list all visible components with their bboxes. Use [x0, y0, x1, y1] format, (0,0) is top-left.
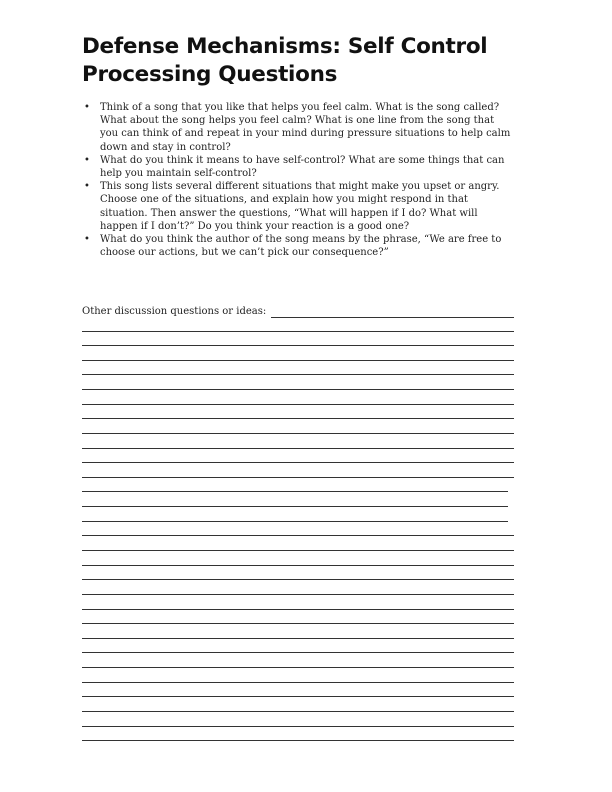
writing-line[interactable] — [82, 491, 508, 492]
question-text: What do you think the author of the song means by the phrase, “We are free to choose our actions, but we can’t pick our consequence?” — [100, 234, 502, 259]
writing-line[interactable] — [82, 477, 514, 478]
writing-line[interactable] — [82, 521, 508, 522]
question-text: What do you think it means to have self-control? What are some things that can help you maintain self-control? — [100, 154, 505, 180]
writing-line[interactable] — [82, 696, 514, 697]
writing-line[interactable] — [82, 360, 514, 361]
writing-line[interactable] — [82, 667, 514, 668]
question-text: This song lists several different situations that might make you upset or angry. Choose one of the situations, and explain how you might respond in that situation. Then answer the questions, “What will happen if I do? What will happen if I don’t?” Do you think your reaction is a good one? — [100, 181, 500, 232]
bullet-icon: • — [84, 102, 90, 113]
writing-line[interactable] — [82, 331, 514, 332]
writing-line[interactable] — [82, 535, 514, 536]
writing-line[interactable] — [82, 374, 514, 375]
bullet-icon: • — [84, 181, 90, 193]
writing-line[interactable] — [82, 609, 514, 610]
bullet-icon: • — [84, 234, 90, 246]
writing-line[interactable] — [82, 462, 514, 463]
bullet-icon: • — [84, 154, 90, 166]
writing-line[interactable] — [82, 448, 514, 449]
writing-line[interactable] — [82, 506, 508, 507]
writing-line[interactable] — [82, 623, 514, 624]
writing-line[interactable] — [82, 594, 514, 595]
other-ideas-label: Other discussion questions or ideas: — [82, 306, 267, 317]
writing-line[interactable] — [82, 345, 514, 346]
writing-line[interactable] — [82, 652, 514, 653]
writing-line[interactable] — [82, 579, 514, 580]
writing-line[interactable] — [82, 550, 514, 551]
list-item — [82, 180, 512, 233]
list-item — [82, 233, 512, 259]
writing-line[interactable] — [82, 433, 514, 434]
list-item — [82, 154, 512, 180]
list-item — [82, 101, 512, 154]
writing-line[interactable] — [82, 740, 514, 741]
writing-line[interactable] — [82, 389, 514, 390]
page-title: Defense Mechanisms: Self Control Processing Questions — [82, 34, 488, 87]
writing-line[interactable] — [82, 404, 514, 405]
other-ideas-writing-line[interactable] — [271, 317, 514, 318]
question-list — [82, 101, 512, 259]
question-text: Think of a song that you like that helps you feel calm. What is the song called? What about the song helps you feel calm? What is one line from the song that you can think of and repeat in your mind during pressure situations to help calm down and stay in control? — [100, 102, 511, 153]
writing-line[interactable] — [82, 726, 514, 727]
other-ideas-row — [82, 304, 514, 318]
writing-line[interactable] — [82, 638, 514, 639]
writing-line[interactable] — [82, 565, 514, 566]
writing-line[interactable] — [82, 418, 514, 419]
writing-line[interactable] — [82, 682, 514, 683]
writing-line[interactable] — [82, 711, 514, 712]
